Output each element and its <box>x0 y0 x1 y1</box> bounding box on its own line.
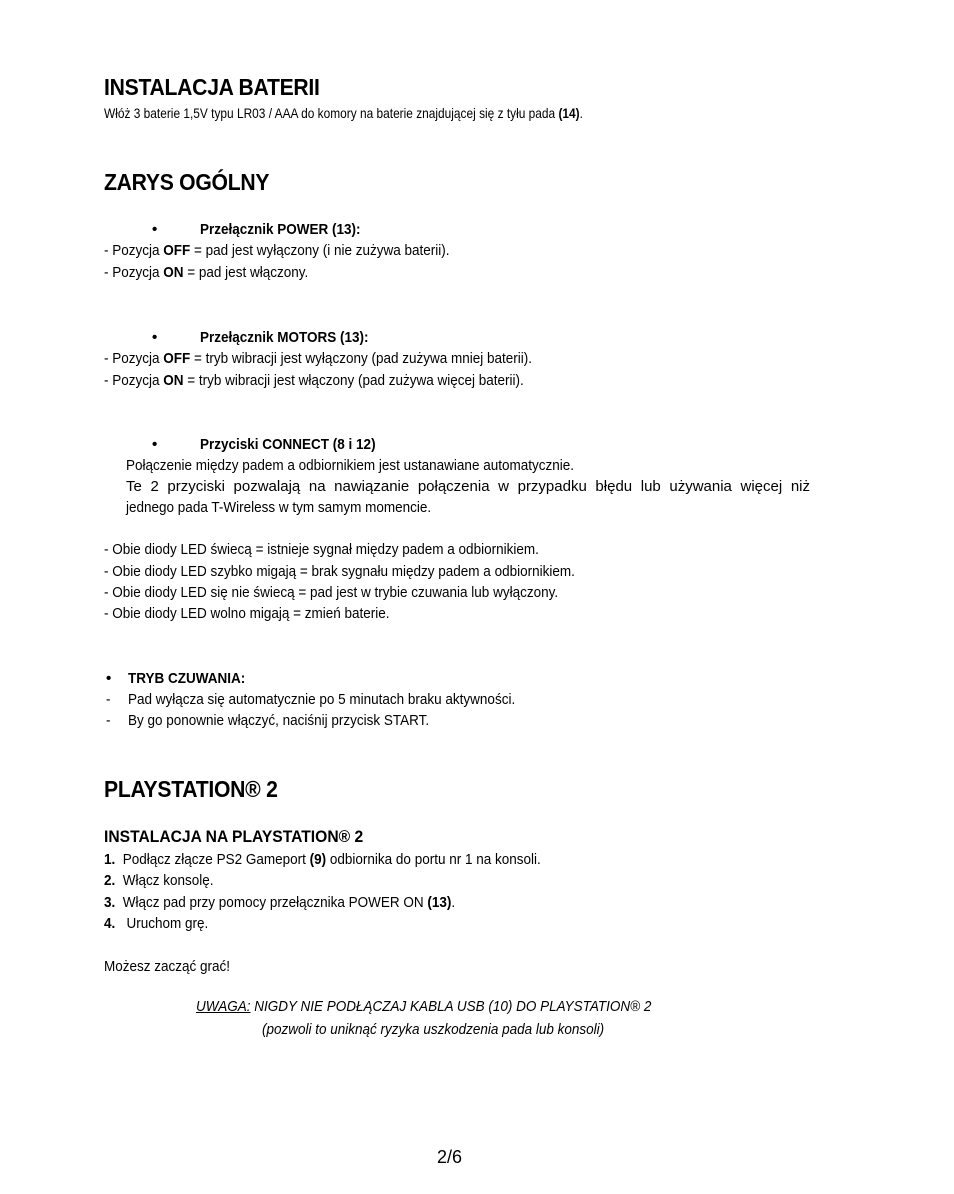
led-status-line: - Obie diody LED wolno migają = zmień baterie. <box>104 605 390 622</box>
led-status-line: - Obie diody LED świecą = istnieje sygnał między padem a odbiornikiem. <box>104 541 539 558</box>
list-dash: - <box>106 691 111 708</box>
bullet-icon: • <box>106 670 112 687</box>
warning-line-1: UWAGA: NIGDY NIE PODŁĄCZAJ KABLA USB (10) DO PLAYSTATION® 2 <box>196 998 652 1015</box>
bullet-icon: • <box>152 436 158 453</box>
battery-instruction: Włóż 3 baterie 1,5V typu LR03 / AAA do komory na baterie znajdującej się z tyłu pada (14). <box>104 105 583 121</box>
ps2-install-subtitle: INSTALACJA NA PLAYSTATION® 2 <box>104 827 364 846</box>
power-switch-heading: Przełącznik POWER (13): <box>200 221 361 238</box>
step-1: 1. Podłącz złącze PS2 Gameport (9) odbiornika do portu nr 1 na konsoli. <box>104 851 541 868</box>
step-3: 3. Włącz pad przy pomocy przełącznika POWER ON (13). <box>104 894 456 911</box>
standby-item-1: Pad wyłącza się automatycznie po 5 minutach braku aktywności. <box>128 691 516 708</box>
bullet-icon: • <box>152 221 158 238</box>
page-number: 2/6 <box>437 1147 463 1167</box>
connect-line-3: jednego pada T-Wireless w tym samym momencie. <box>126 499 432 516</box>
led-status-line: - Obie diody LED szybko migają = brak sygnału między padem a odbiornikiem. <box>104 563 575 580</box>
led-status-line: - Obie diody LED się nie świecą = pad jest w trybie czuwania lub wyłączony. <box>104 584 559 601</box>
power-on-line: - Pozycja ON = pad jest włączony. <box>104 264 309 281</box>
section-title-battery: INSTALACJA BATERII <box>104 74 320 100</box>
step-2: 2. Włącz konsolę. <box>104 872 214 889</box>
step-4: 4. Uruchom grę. <box>104 915 209 932</box>
standby-heading: TRYB CZUWANIA: <box>128 670 246 687</box>
motors-off-line: - Pozycja OFF = tryb wibracji jest wyłączony (pad zużywa mniej baterii). <box>104 350 533 367</box>
warning-line-2: (pozwoli to uniknąć ryzyka uszkodzenia pada lub konsoli) <box>262 1021 605 1038</box>
section-title-ps2: PLAYSTATION® 2 <box>104 776 278 802</box>
motors-on-line: - Pozycja ON = tryb wibracji jest włączony (pad zużywa więcej baterii). <box>104 372 524 389</box>
connect-line-2: Te 2 przyciski pozwalają na nawiązanie połączenia w przypadku błędu lub używania więcej niż <box>126 478 810 495</box>
section-title-overview: ZARYS OGÓLNY <box>104 169 270 195</box>
list-dash: - <box>106 712 111 729</box>
standby-item-2: By go ponownie włączyć, naciśnij przycisk START. <box>128 712 430 729</box>
power-off-line: - Pozycja OFF = pad jest wyłączony (i nie zużywa baterii). <box>104 242 450 259</box>
connect-buttons-heading: Przyciski CONNECT (8 i 12) <box>200 436 376 453</box>
connect-line-1: Połączenie między padem a odbiornikiem jest ustanawiane automatycznie. <box>126 457 575 474</box>
motors-switch-heading: Przełącznik MOTORS (13): <box>200 329 369 346</box>
play-message: Możesz zacząć grać! <box>104 958 231 975</box>
bullet-icon: • <box>152 329 158 346</box>
